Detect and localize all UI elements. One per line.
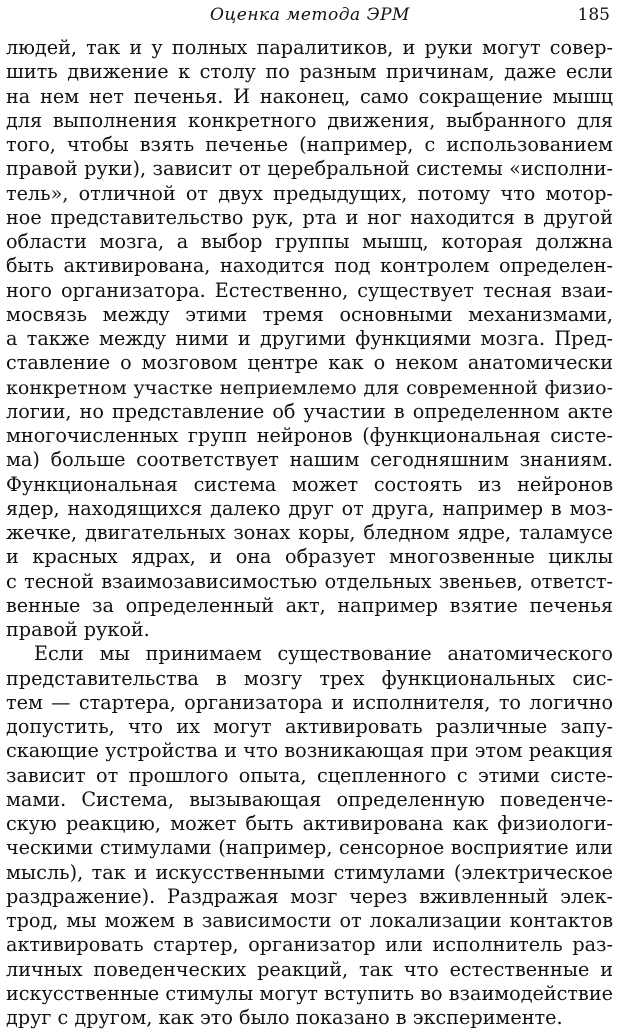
- text-line: области мозга, а выбор группы мышц, которая должна: [6, 230, 613, 253]
- text-line: а также между ними и другими функциями мозга. Пред-: [6, 327, 613, 350]
- text-line: правой руки), зависит от церебральной системы «исполни-: [6, 157, 613, 181]
- text-line: людей, так и у полных паралитиков, и руки могут совер-: [6, 36, 613, 59]
- text-line: ма) больше соответствует нашим сегодняшним знаниям.: [6, 448, 613, 472]
- text-line: на нем нет печенья. И наконец, само сокращение мышц: [6, 84, 613, 108]
- text-line: ного организатора. Естественно, существует тесная взаи-: [6, 278, 613, 302]
- text-line: логии, но представление об участии в определенном акте: [6, 399, 613, 423]
- text-line: мосвязь между этими тремя основными механизмами,: [6, 302, 613, 326]
- text-line: быть активирована, находится под контролем определен-: [6, 254, 613, 278]
- text-line: многочисленных групп нейронов (функциональная систе-: [6, 424, 613, 447]
- text-line: представительства в мозгу трех функциональных сис-: [6, 666, 613, 690]
- text-line: зависит от прошлого опыта, сцепленного с этими систе-: [6, 763, 613, 787]
- text-line: активировать стартер, организатор или исполнитель раз-: [6, 933, 613, 957]
- body-text: [6, 36, 613, 1030]
- text-line: правой рукой.: [6, 618, 150, 641]
- text-line: того, чтобы взять печенье (например, с использованием: [6, 133, 613, 156]
- text-line: для выполнения конкретного движения, выбранного для: [6, 108, 613, 132]
- text-line: Функциональная система может состоять из нейронов: [6, 472, 613, 496]
- page-number: 185: [577, 5, 610, 25]
- text-line: ческими стимулами (например, сенсорное восприятие или: [6, 836, 613, 860]
- text-line: тель», отличной от двух предыдущих, потому что мотор-: [6, 181, 613, 205]
- text-line: раздражение). Раздражая мозг через вживленный элек-: [6, 884, 613, 908]
- text-line: тем — стартера, организатора и исполнителя, то логично: [6, 690, 613, 714]
- text-line: ядер, находящихся далеко друг от друга, например в моз-: [6, 496, 613, 520]
- paragraph: [6, 642, 613, 1030]
- text-line: скую реакцию, может быть активирована как физиологи-: [6, 812, 613, 835]
- text-line: конкретном участке неприемлемо для современной физио-: [6, 376, 613, 399]
- text-line: искусственные стимулы могут вступить во взаимодействие: [6, 981, 613, 1005]
- text-line: трод, мы можем в зависимости от локализации контактов: [6, 909, 613, 932]
- text-line: жечке, двигательных зонах коры, бледном ядре, таламусе: [6, 521, 613, 544]
- text-line: венные за определенный акт, например взятие печенья: [6, 593, 613, 617]
- text-line: мами. Система, вызывающая определенную поведенче-: [6, 787, 613, 811]
- running-title: Оценка метода ЭРМ: [210, 5, 410, 25]
- text-line: с тесной взаимозависимостью отдельных звеньев, ответст-: [6, 569, 613, 593]
- text-line: друг с другом, как это было показано в эксперименте.: [6, 1006, 563, 1029]
- text-line: Если мы принимаем существование анатомического: [34, 642, 613, 666]
- text-line: мысль), так и искусственными стимулами (электрическое: [6, 860, 613, 884]
- paragraph: [6, 36, 613, 642]
- page-header: [0, 2, 620, 28]
- text-line: шить движение к столу по разным причинам, даже если: [6, 60, 613, 84]
- text-line: ставление о мозговом центре как о неком анатомически: [6, 351, 613, 375]
- text-line: скающие устройства и что возникающая при этом реакция: [6, 739, 613, 763]
- text-line: личных поведенческих реакций, так что естественные и: [6, 957, 613, 981]
- text-line: и красных ядрах, и она образует многозвенные циклы: [6, 545, 613, 569]
- text-line: ное представительство рук, рта и ног находится в другой: [6, 205, 613, 229]
- text-line: допустить, что их могут активировать различные запу-: [6, 715, 613, 738]
